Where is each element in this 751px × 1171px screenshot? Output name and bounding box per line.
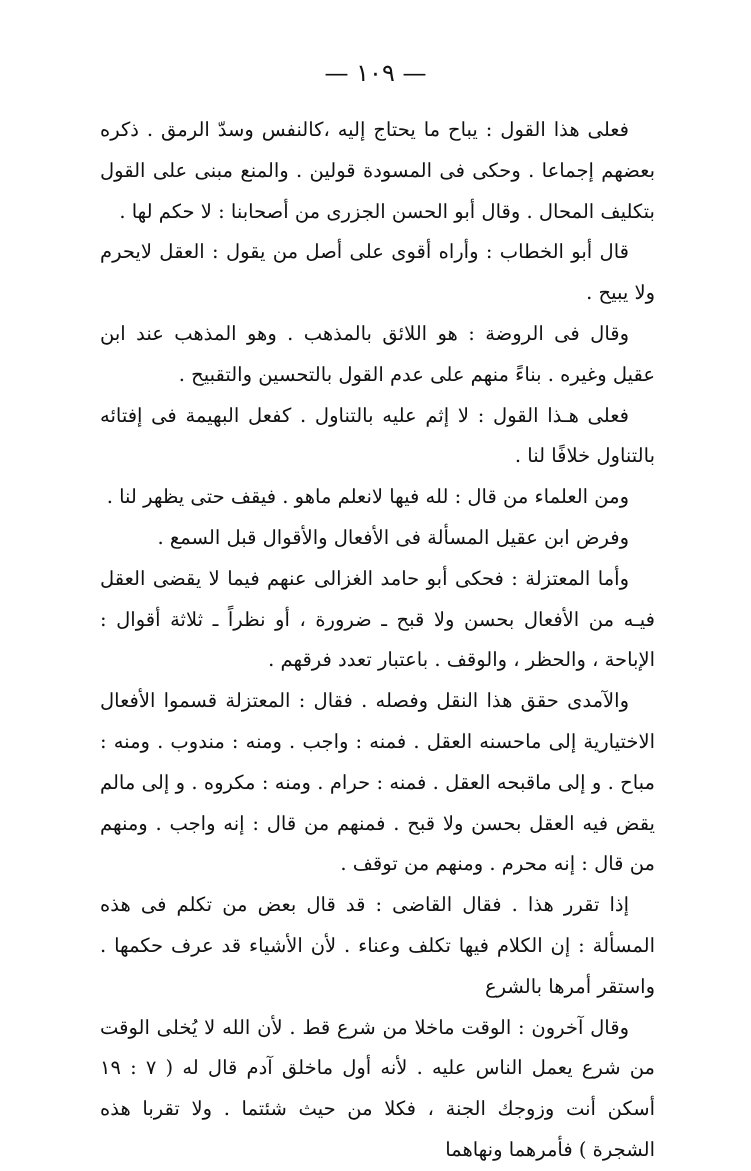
paragraph-2: قال أبو الخطاب : وأراه أقوى على أصل من يقول : العقل لايحرم ولا يبيح . [100, 240, 655, 305]
paragraph-10: وقال آخرون : الوقت ماخلا من شرع قط . لأن الله لا يُخلى الوقت من شرع يعمل الناس عليه . لأنه أول ماخلق آدم قال له ( ٧ : ١٩ أسكن أنت وزوجك الجنة ، فكلا من حيث شئتما . ولا تقربا هذه الشجرة ) فأمرهما ونهاهما [100, 1015, 655, 1161]
paragraph-7: وأما المعتزلة : فحكى أبو حامد الغزالى عنهم فيما لا يقضى العقل فيـه من الأفعال بحسن ولا قبح ـ ضرورة ، أو نظراً ـ ثلاثة أقوال : الإباحة ، والحظر ، والوقف . باعتبار تعدد فرقهم . [100, 566, 655, 672]
paragraph-5: ومن العلماء من قال : لله فيها لانعلم ماهو . فيقف حتى يظهر لنا . [106, 485, 629, 509]
paragraph-4: فعلى هـذا القول : لا إثم عليه بالتناول . كفعل البهيمة فى إفتائه بالتناول خلافًا لنا . [100, 403, 655, 468]
paragraph-1: فعلى هذا القول : يباح ما يحتاج إليه ،كالنفس وسدّ الرمق . ذكره بعضهم إجماعا . وحكى فى المسودة قولين . والمنع مبنى على القول بتكليف المحال . وقال أبو الحسن الجزرى من أصحابنا : لا حكم لها . [100, 118, 655, 223]
paragraph-9: إذا تقرر هذا . فقال القاضى : قد قال بعض من تكلم فى هذه المسألة : إن الكلام فيها تكلف وعناء . لأن الأشياء قد عرف حكمها . واستقر أمرها بالشرع [100, 893, 655, 998]
body-text [100, 110, 655, 1171]
paragraph-8: والآمدى حقق هذا النقل وفصله . فقال : المعتزلة قسموا الأفعال الاختيارية إلى ماحسنه العقل . فمنه : واجب . ومنه : مندوب . ومنه : مباح . و إلى ماقبحه العقل . فمنه : حرام . ومنه : مكروه . و إلى مالم يقض فيه العقل بحسن ولا قبح . فمنهم من قال : إنه واجب . ومنهم من قال : إنه محرم . ومنهم من توقف . [100, 689, 655, 876]
paragraph-3: وقال فى الروضة : هو اللائق بالمذهب . وهو المذهب عند ابن عقيل وغيره . بناءً منهم على عدم القول بالتحسين والتقبيح . [100, 321, 655, 386]
paragraph-6: وفرض ابن عقيل المسألة فى الأفعال والأقوال قبل السمع . [157, 525, 629, 549]
page-number: — ١٠٩ — [324, 59, 427, 87]
